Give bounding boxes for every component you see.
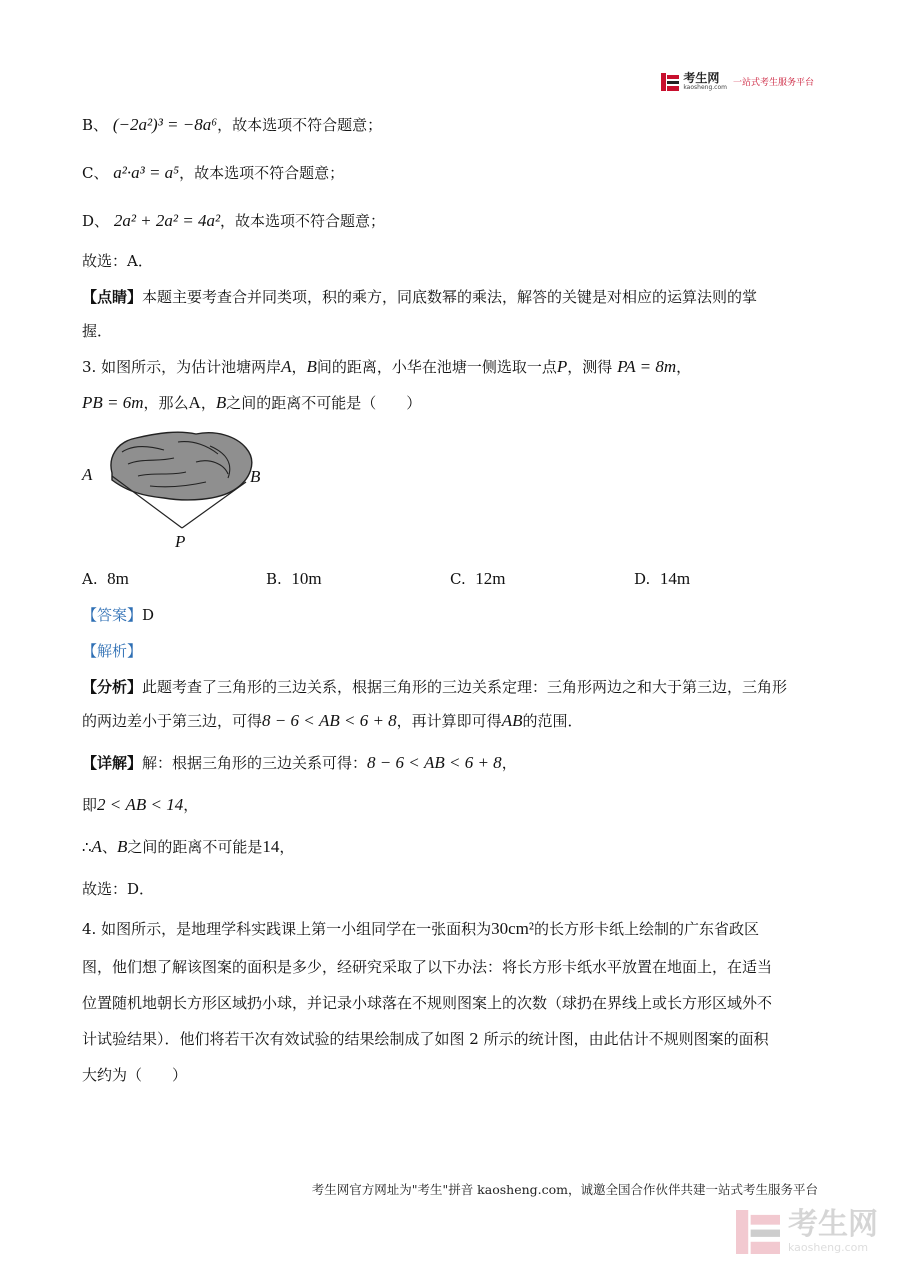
xiangjie-text: 解：根据三角形的三边关系可得： <box>142 754 368 772</box>
math-expression: (−2a²)³ = −8a⁶ <box>112 115 218 134</box>
option-label: B、 <box>82 116 109 134</box>
q2-option-d <box>82 210 385 232</box>
therefore-text: 、 <box>101 838 117 856</box>
math-expression: a²·a³ = a⁵ <box>113 163 180 182</box>
q2-option-b <box>82 114 382 136</box>
answer-tag: 【答案】 <box>82 606 143 624</box>
math-expression: 2a² + 2a² = 4a² <box>113 211 221 230</box>
fenxi-text: 的范围． <box>522 712 583 730</box>
point-label: B <box>306 357 317 376</box>
q2-option-c <box>82 162 344 184</box>
pond-shape <box>111 432 252 500</box>
logo-name: 考生网 <box>683 71 720 85</box>
q2-choice: 故选：A． <box>82 252 153 270</box>
option-text: ，故本选项不符合题意； <box>220 212 386 230</box>
stem-text: ，那么 <box>143 394 189 412</box>
stem-text: ，测得 <box>567 358 613 376</box>
option-label: B. <box>266 570 282 588</box>
option-label: C、 <box>82 164 109 182</box>
option-text: ，故本选项不符合题意； <box>217 116 383 134</box>
point-label: A <box>188 393 201 412</box>
watermark-url: kaosheng.com <box>788 1241 869 1254</box>
math-expression: 14 <box>262 837 280 856</box>
q3-xiangjie <box>82 752 517 774</box>
answer-value: D <box>142 606 155 624</box>
stem-text: ， <box>291 358 307 376</box>
therefore-text: 之间的距离不可能是 <box>127 838 263 856</box>
point-label: A <box>91 837 102 856</box>
fenxi-text: 的两边差小于第三边，可得 <box>82 712 263 730</box>
figure-label-a: A <box>82 465 93 484</box>
therefore-text: ， <box>279 838 295 856</box>
option-label: D. <box>634 570 651 588</box>
comment-text: 本题主要考查合并同类项，积的乘方，同底数幂的乘法，解答的关键是对相应的运算法则的掌 <box>142 288 758 306</box>
header-brand <box>661 72 814 91</box>
option-label: D、 <box>82 212 110 230</box>
watermark-text <box>788 1209 878 1254</box>
option-value: 8m <box>107 569 129 588</box>
q4-line2: 图，他们想了解该图案的面积是多少，经研究采取了以下办法：将长方形卡纸水平放置在地面上，在适当 <box>82 958 773 976</box>
q3-stem-line2 <box>82 392 421 414</box>
q4-line4: 计试验结果）．他们将若干次有效试验的结果绘制成了如图 2 所示的统计图，由此估计不规则图案的面积 <box>82 1030 769 1048</box>
math-expression: 8 − 6 < AB < 6 + 8 <box>262 711 397 730</box>
option-value: 12m <box>475 569 506 588</box>
q3-stem-line1: 3. 如图所示，为估计池塘两岸A，B间的距离，小华在池塘一侧选取一点P，测得 PA = 8m， <box>82 357 692 376</box>
math-expression: 30cm² <box>491 919 534 938</box>
xiangjie-tag: 【详解】 <box>82 754 143 772</box>
watermark-name: 考生网 <box>788 1207 878 1242</box>
fenxi-text: 此题考查了三角形的三边关系，根据三角形的三边关系定理：三角形两边之和大于第三边，三角形 <box>142 678 788 696</box>
q3-fenxi-line2 <box>82 710 582 732</box>
q3-choice: 故选：D． <box>82 880 155 898</box>
point-label: P <box>556 357 568 376</box>
q3-answer <box>82 604 154 626</box>
math-expression: AB <box>501 711 523 730</box>
stem-text: 之间的距离不可能是（ ） <box>226 394 422 412</box>
option-value: 14m <box>659 569 691 588</box>
pond-figure <box>78 428 278 552</box>
option-label: A. <box>82 570 98 588</box>
q4-line5: 大约为（ ） <box>82 1066 188 1084</box>
option-a[interactable] <box>82 568 129 590</box>
q4-text: 4. 如图所示，是地理学科实践课上第一小组同学在一张面积为 <box>82 920 492 938</box>
option-d[interactable] <box>634 568 690 590</box>
fenxi-tag: 【分析】 <box>82 678 143 696</box>
logo-slogan: 一站式考生服务平台 <box>732 78 814 88</box>
q3-therefore <box>82 836 294 858</box>
point-label: B <box>215 393 227 412</box>
q4-line1 <box>82 918 759 940</box>
q4-text: 的长方形卡纸上绘制的广东省政区 <box>533 920 759 938</box>
math-expression: 2 < AB < 14 <box>97 795 184 814</box>
ji-text: ， <box>183 796 199 814</box>
q2-comment-line2: 握． <box>82 322 113 340</box>
math-expression: PA = 8m <box>617 357 677 376</box>
point-label: B <box>116 837 128 856</box>
q4-line3: 位置随机地朝长方形区域扔小球，并记录小球落在不规则图案上的次数（球扔在界线上或长方形区域外不 <box>82 994 773 1012</box>
kaosheng-logo-icon <box>661 73 679 91</box>
watermark <box>736 1209 878 1254</box>
point-label: A <box>281 357 292 376</box>
option-label: C. <box>450 570 466 588</box>
option-value: 10m <box>291 569 322 588</box>
stem-text: 3. 如图所示，为估计池塘两岸 <box>82 358 282 376</box>
therefore-symbol: ∴ <box>82 838 92 856</box>
comment-tag: 【点睛】 <box>82 288 143 306</box>
option-text: ，故本选项不符合题意； <box>179 164 345 182</box>
q3-fenxi-line1 <box>82 676 787 698</box>
stem-text: ， <box>200 394 216 412</box>
math-expression: PB = 6m <box>82 393 144 412</box>
math-expression: 8 − 6 < AB < 6 + 8 <box>367 753 502 772</box>
footer-text: 考生网官方网址为"考生"拼音 kaosheng.com，诚邀全国合作伙伴共建一站式考生服务平台 <box>311 1182 818 1197</box>
watermark-logo-icon <box>736 1210 780 1254</box>
q3-ji <box>82 794 198 816</box>
logo-url: kaosheng.com <box>683 84 727 91</box>
fenxi-text: ，再计算即可得 <box>396 712 502 730</box>
figure-label-p: P <box>175 532 186 551</box>
option-b[interactable] <box>266 568 322 590</box>
stem-text: 间的距离，小华在池塘一侧选取一点 <box>316 358 557 376</box>
q3-analysis-tag: 【解析】 <box>82 642 143 660</box>
ji-text: 即 <box>82 796 98 814</box>
q2-comment-line1 <box>82 286 757 308</box>
logo-text-block <box>683 72 727 91</box>
xiangjie-text: ， <box>501 754 517 772</box>
figure-label-b: B <box>250 467 261 486</box>
option-c[interactable] <box>450 568 506 590</box>
